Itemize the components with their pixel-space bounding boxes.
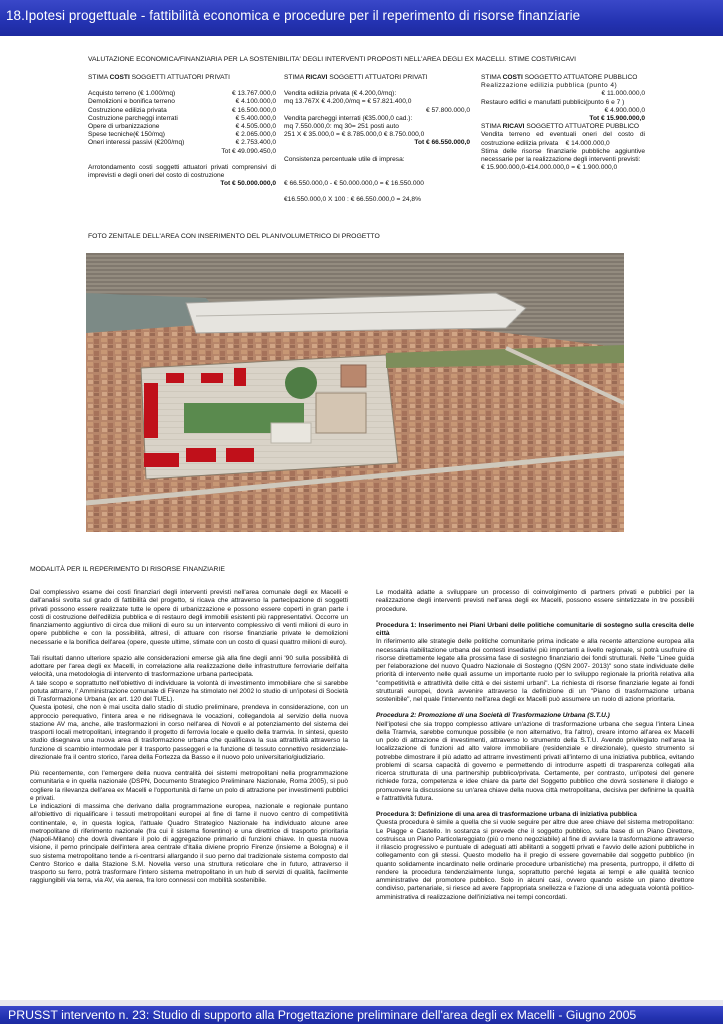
public-line: Restauro edifici e manufatti pubblici(punto 6 e 7 ) [481,98,625,106]
cost-row: Costruzione parcheggi interrati € 5.400.000,0 [88,114,276,122]
modalities-heading: MODALITÀ PER IL REPERIMENTO DI RISORSE FINANZIARIE [30,566,225,573]
private-costs-total: Tot € 49.090.450,0 [221,147,276,155]
modalities-left-column [30,589,348,894]
procedure-2-title: Procedura 2: Promozione di una Società di Trasformazione Urbana (S.T.U.) [376,712,610,720]
private-revenues-total: Tot € 66.550.000,0 [414,139,470,147]
private-costs-heading: STIMA COSTI SOGGETTI ATTUATORI PRIVATI [88,74,230,81]
cost-row: Oneri interessi passivi (€200/mq) € 2.753.400,0 [88,139,276,147]
private-revenues-heading: STIMA RICAVI SOGGETTI ATTUATORI PRIVATI [284,74,428,81]
revenue-line: mq 13.767X € 4.200,0/mq = € 57.821.400,0 [284,98,412,106]
public-value: € 11.000.000,0 [601,90,645,98]
procedure-1-title: Procedura 1: Inserimento nei Piani Urbani delle politiche comunitarie di sostegno sulla crescita delle città [376,621,694,637]
paragraph: Più recentemente, con l'emergere della nuova centralità dei sistemi metropolitani nella programmazione comunitaria e in quella nazionale (DSPN, Documento Strategico Preliminare Nazionale, Roma 2005), si può cogliere la rilevanza dell'area ex Macelli e l'opportunità di farne un polo di attrazione per investimenti pubblici e privati. Le indicazioni di massima che derivano dalla programmazione europea, nazionale e regionale puntano all'obiettivo di riqualificare i tessuti metropolitani europei al fine di farne il nuovo centro di competitività continentale, e, in questa logica, l'attuale Quadro Strategico Nazionale ha individuato alcune aree metropolitane di riferimento nazionale (fra cui il sistema fiorentino) e una direttrice di trasporto prioritaria (Napoli-Milano) che dovrà diventare il polo di aggregazione primario di funzioni chiave. In questa nuova visione, il perno principale dell'intera area centrale d'Italia diviene proprio Firenze (insieme a Bologna) e il suo sistema metropolitano tende a ri-centrarsi allargando il suo perno dal tradizionale sistema composto dal Centro Storico e dalla Stazione S.M. Novella verso una struttura reticolare che in futuro, attraverso il trasporto su ferro, potrà trasformare l'intero sistema metropolitano in un hub di servizi di qualità, facilmente raggiungibili via terra, via AV, via aerea, fra loro connessi con mobilità sostenibile. [30,770,348,885]
public-costs-total: Tot € 15.900.000,0 [589,115,645,123]
paragraph: In riferimento alle strategie delle politiche comunitarie prima indicate e alla recente attenzione europea alla necessaria riabilitazione urbana dei contesti insediativi più importanti a livello regionale, si potrà usufruire di risorse direttamente legate alla prossima fase di sostegno finanziario dei fondi strutturali. Nelle "Linee guida per l'elaborazione del nuovo Quadro Nazionale di Sostegno (QSN 2007- 2013)" sono state individuate delle priorità di intervento nelle quali assume un importante ruolo per lo sviluppo regionale la priorità relativa alla "competitività e attrattività delle città e dei sistemi urbani". La richiesta di risorse finanziarie legate ai fondi strutturali europei, dovrà avvenire attraverso la definizione di un "Piano di trasformazione urbana sostenibile", nel quale l'intervento nell'area degli ex Macelli può assumere un ruolo di azione prioritaria. [376,638,694,703]
public-value: € 4.900.000,0 [604,106,645,114]
footer-bar [0,1006,723,1024]
revenue-line: Vendita parcheggi interrati (€35.000,0 cad.): [284,114,413,122]
public-line: Stima delle risorse finanziarie pubbliche aggiuntive necessarie per la realizzazione degli interventi previsti: [481,147,645,164]
paragraph: Le modalità adatte a sviluppare un processo di coinvolgimento di partners privati e pubblici per la realizzazione degli interventi previsti nell'area degli ex Macelli, possono essere sintetizzate in tre possibili procedure. [376,589,694,613]
cost-row: Opere di urbanizzazione € 4.505.000,0 [88,123,276,131]
cost-row: Demolizioni e bonifica terreno € 4.100.000,0 [88,98,276,106]
photo-caption: FOTO ZENITALE DELL'AREA CON INSERIMENTO DEL PLANIVOLUMETRICO DI PROGETTO [88,233,380,240]
public-line: € 15.900.000,0-€14.000.000,0 = € 1.900.000,0 [481,164,618,172]
procedure-3-title: Procedura 3: Definizione di una area di trasformazione urbana di iniziativa pubblica [376,811,637,818]
valuation-heading: VALUTAZIONE ECONOMICA/FINANZIARIA PER LA SOSTENIBILITA' DEGLI INTERVENTI PROPOSTI NELL'AREA DEGLI EX MACELLI. STIME COSTI/RICAVI [88,56,577,63]
header-bar [0,0,723,36]
revenue-line: Vendita edilizia privata (€ 4.200,0/mq): [284,90,397,98]
private-revenues-column [284,74,470,204]
public-line: Vendita terreno ed eventuali oneri del costo di costruzione edilizia privata € 14.000.000,0 [481,131,645,147]
cost-row: Spese tecniche(€ 150/mq) € 2.065.000,0 [88,131,276,139]
revenue-line: mq 7.550.000,0: mq 30= 251 posti auto [284,123,399,131]
public-column [481,74,645,172]
private-costs-column [88,74,276,188]
paragraph: Dal complessivo esame dei costi finanziari degli interventi previsti nell'area comunale degli ex Macelli e dall'analisi svolta sul grado di fattibilità del progetto, si ricava che attraverso la partecipazione di soggetti privati possono essere realizzate tutte le opere di urbanizzazione e possono essere coperti in gran parte i costi di costruzione dell'edilizia pubblica e di restauro degli immobili esistenti più rappresentativi. Occorre un finanziamento aggiuntivo di circa due milioni di euro su un intervento complessivo di venti milioni di euro in opere pubbliche e con la possibilità, altresì, di attuare con risorse finanziarie private le demolizioni necessarie e la bonifica dell'area (opere, queste ultime, stimate con un costo di quasi quattro milioni di euro). [30,589,348,646]
public-costs-heading: STIMA COSTI SOGGETTO ATTUATORE PUBBLICO [481,74,638,81]
aerial-photo [86,253,624,532]
paragraph: Questa procedura è simile a quella che si vuole seguire per altre due aree chiave del sistema metropolitano: Le Piagge e Castello. In sostanza si prevede che il soggetto pubblico, sulla base di un Piano Direttore, costruisca un Piano Particolareggiato (più o meno negoziabile) al fine di avviare la trasformazione attraverso il rilascio progressivo e puntuale di adeguati atti abilitanti a soggetti privati e l'avvio delle azioni pubbliche in collegamento con gli stessi. Questo modello ha il pregio di essere governabile dal soggetto pubblico (in quanto solidamente incardinato nelle ordinarie procedure urbanistiche) ma presenta, purtroppo, il difetto di rendere la procedura tendenzialmente lunga, soprattutto perché legata ai tempi e alle qualità tecnico amministrative del promotore pubblico. Solo in alcuni casi, ovvero quando esiste un piano direttore condiviso, partenariale, si riesce ad avere l'appropriata snellezza e l'azione di una adeguata volontà politico-amministrativa di realizzazione dell'iniziativa nei tempi concordati. [376,819,694,901]
paragraph: Tali risultati danno ulteriore spazio alle considerazioni emerse già alla fine degli anni '90 sulla possibilità di adottare per l'area degli ex Macelli, in correlazione alla realizzazione delle infrastrutture ferroviarie dell'alta velocità, una metodologia di intervento di trasformazione urbana partecipata. A tale scopo e soprattutto nell'obiettivo di individuare la volontà di investimento immobiliare che si sarebbe potuta attrarre, l' Amministrazione comunale di Firenze ha stimolato nel 2002 lo studio di un'ipotesi di Società di Trasformazione Urbana (ex art. 120 del TUEL). Questa ipotesi, che non è mai uscita dallo stadio di studio preliminare, prendeva in considerazione, con un approccio perequativo, l'intera area e ne ridisegnava le vocazioni, collegandola al servizio della nuova stazione AV ma, anche, alle trasformazioni in corso nell'area di Novoli e al potenziamento del sistema dei trasporti locali metropolitani, integrando il progetto di ferrovia locale e quello della tramvia. In sintesi, questo studio disegnava una nuova area di trasformazione urbana che qualificava la sua attrattività attraverso la funzione di scambio intermodale per il trasporto passeggeri e la funzione di tessuto connettivo residenziale-direzionale fra il centro storico, l'area della Fortezza da Basso e il nuovo polo universitario/giudiziario. [30,654,348,761]
profit-calc-2: €16.550.000,0 X 100 : € 66.550.000,0 = 24,8% [284,196,421,204]
rounding-total: Tot € 50.000.000,0 [220,180,276,188]
profit-heading: Consistenza percentuale utile di impresa: [284,155,405,163]
revenue-line: € 57.800.000,0 [426,106,470,114]
rounding-note: Arrotondamento costi soggetti attuatori privati comprensivi di imprevisti e degli oneri del costo di costruzione [88,163,276,180]
page-title: 18.Ipotesi progettuale - fattibilità economica e procedure per il reperimento di risorse finanziarie [6,8,581,23]
revenue-line: 251 X € 35.000,0 = € 8.785.000,0 € 8.750.000,0 [284,131,425,139]
footer-title: PRUSST intervento n. 23: Studio di supporto alla Progettazione preliminare dell'area degli ex Macelli - Giugno 2005 [8,1008,637,1022]
paragraph: Nell'ipotesi che sia troppo complesso attivare un'azione di trasformazione urbana che segua l'intera Linea della Tramvia, sarebbe comunque possibile (e non alternativo, fra l'altro), creare intorno all'area ex Macelli un polo di attrazione di investimenti, attraverso lo strumento della S.T.U. Avendo privilegiato nell'area la localizzazione di funzioni ad alto valore immobiliare (residenziale e direzionale), questo strumento si potrebbe dimostrare il più adatto ad attrarre investimenti privati all'interno di una iniziativa pubblica, evitando problemi di scarsa capacità di governo e permettendo di introdurre aspetti di trasparenza collegati alla ricerca strutturata di una partnership pubblico/privata. Certamente, per contrasto, un'ipotesi del genere richiede forza, competenza e idee chiare da parte del Soggetto pubblico che dovrà sostenere il dialogo e promuovere la discussione su un'area chiave della nuova città metropolitana, decisiva per definirne la qualità e l'attrattività futura. [376,720,694,802]
public-line: Realizzazione edilizia pubblica (punto 4) [481,82,618,90]
profit-calc-1: € 66.550.000,0 - € 50.000.000,0 = € 16.550.000 [284,179,424,187]
modalities-right-column [376,589,694,910]
public-revenues-heading: STIMA RICAVI SOGGETTO ATTUATORE PUBBLICO [481,123,640,131]
cost-row: Acquisto terreno (€ 1.000/mq) € 13.767.000,0 [88,90,276,98]
cost-row: Costruzione edilizia privata € 16.500.000,0 [88,106,276,114]
